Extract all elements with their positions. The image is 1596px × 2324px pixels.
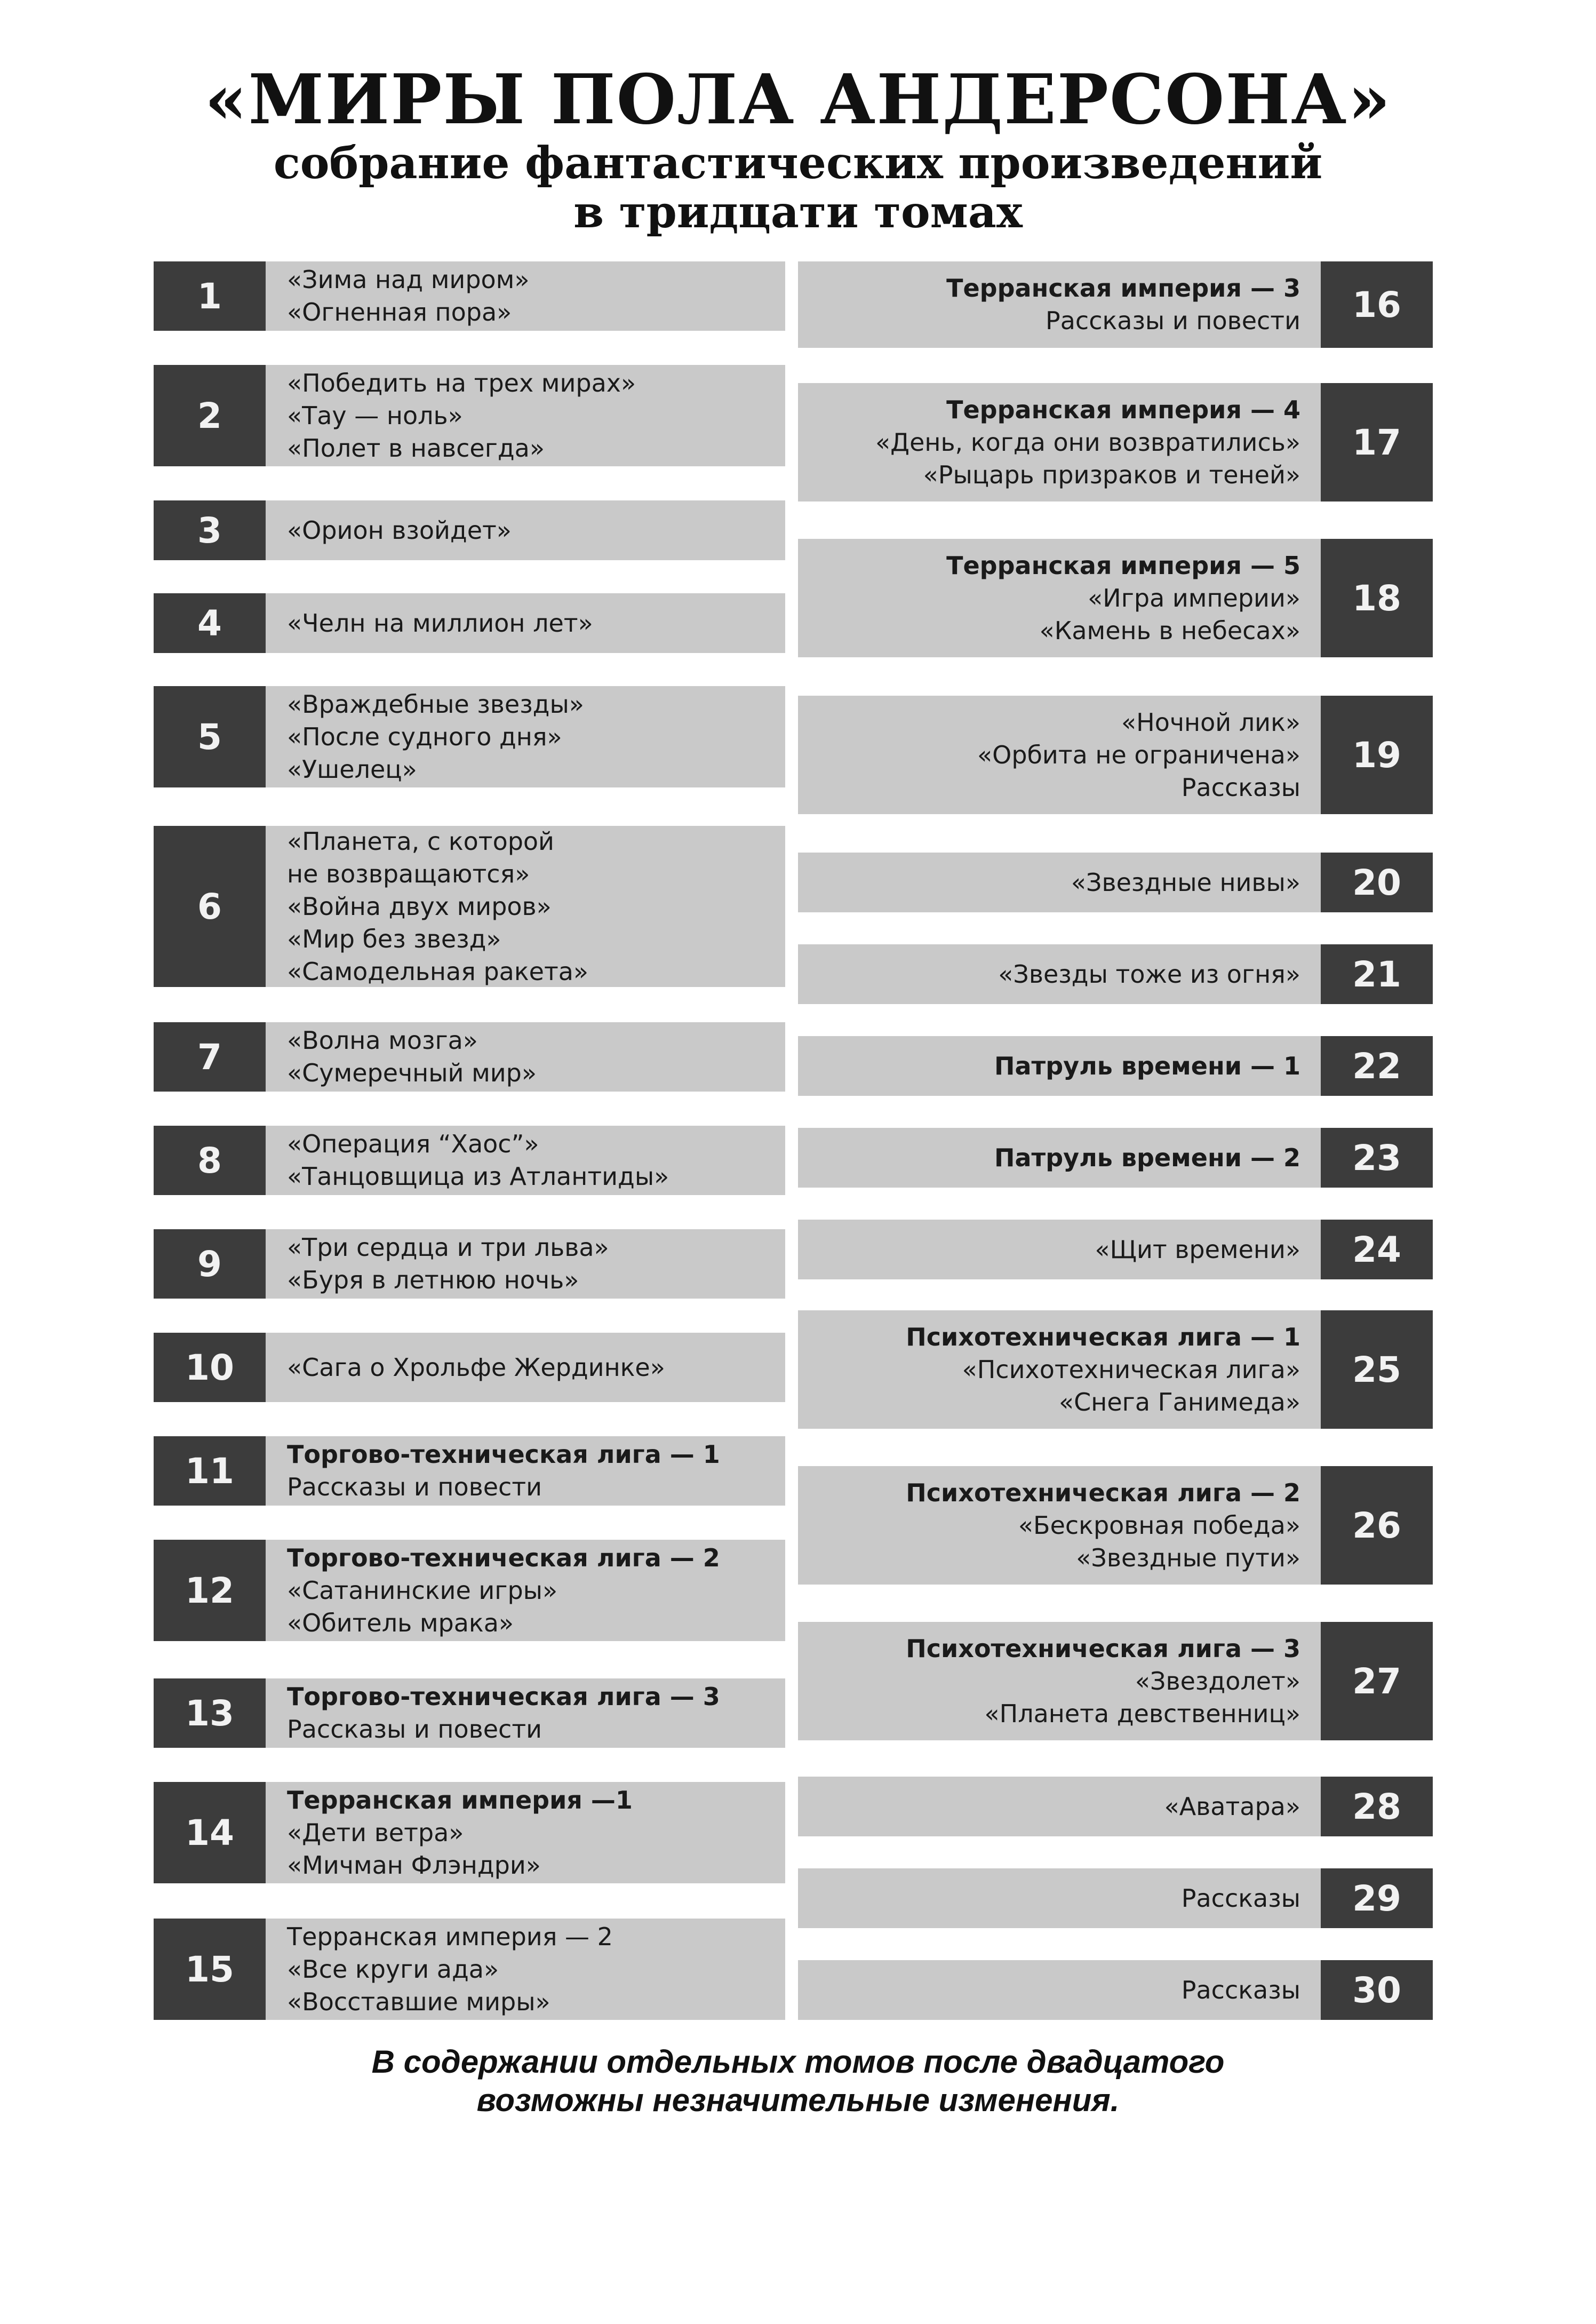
volume-contents	[798, 539, 1321, 657]
volume-25	[798, 1310, 1433, 1429]
volume-8	[154, 1126, 785, 1195]
volume-contents	[798, 853, 1321, 912]
cycle-title: Торгово-техническая лига — 3	[287, 1682, 720, 1711]
work-title: Рассказы и повести	[287, 1473, 542, 1501]
work-title: не возвращаются»	[287, 859, 530, 888]
work-title: Рассказы	[1181, 1883, 1300, 1913]
volume-contents	[798, 1036, 1321, 1096]
work-title: «Сатанинские игры»	[287, 1575, 558, 1605]
work-title: «Три сердца и три льва»	[287, 1233, 609, 1262]
volume-contents	[798, 1220, 1321, 1279]
volume-23	[798, 1128, 1433, 1188]
volume-contents	[798, 261, 1321, 348]
volume-number: 19	[1321, 696, 1433, 814]
volume-18	[798, 539, 1433, 657]
work-title: «Игра империи»	[1088, 583, 1300, 612]
volume-number: 10	[154, 1333, 266, 1402]
work-title: «Самодельная ракета»	[287, 957, 589, 986]
work-title: «Дети ветра»	[287, 1818, 464, 1847]
work-title: «Все круги ада»	[287, 1954, 499, 1984]
volume-30	[798, 1960, 1433, 2020]
work-title: «Операция “Хаос”»	[287, 1129, 539, 1158]
work-title: Рассказы и повести	[1045, 306, 1300, 335]
volume-6	[154, 826, 785, 987]
volume-contents	[266, 1126, 785, 1195]
volume-5	[154, 686, 785, 787]
volume-3	[154, 500, 785, 560]
volume-12	[154, 1540, 785, 1641]
volume-number: 13	[154, 1678, 266, 1748]
volume-contents	[266, 261, 785, 331]
volume-number: 28	[1321, 1777, 1433, 1836]
series-subtitle: собрание фантастических произведений	[273, 138, 1323, 189]
volume-contents	[266, 500, 785, 560]
volume-number: 26	[1321, 1466, 1433, 1585]
volume-17	[798, 383, 1433, 502]
volume-contents	[266, 1678, 785, 1748]
volume-13	[154, 1678, 785, 1748]
work-title: «Буря в летнюю ночь»	[287, 1266, 579, 1294]
work-title: Рассказы	[1181, 1975, 1300, 2004]
work-title: «Челн на миллион лет»	[287, 608, 593, 638]
volume-contents	[798, 1128, 1321, 1188]
work-title: «Рыцарь призраков и теней»	[923, 460, 1300, 489]
volume-contents	[266, 1333, 785, 1402]
volume-contents	[798, 1868, 1321, 1928]
volume-number: 27	[1321, 1622, 1433, 1740]
work-title: «После судного дня»	[287, 722, 562, 751]
work-title: «Психотехническая лига»	[962, 1355, 1300, 1384]
volume-21	[798, 944, 1433, 1004]
work-title: «Мир без звезд»	[287, 924, 501, 953]
work-title: «Орбита не ограничена»	[977, 740, 1300, 769]
volume-22	[798, 1036, 1433, 1096]
work-title: «Ночной лик»	[1121, 707, 1300, 737]
volume-contents	[266, 1022, 785, 1092]
volume-number: 22	[1321, 1036, 1433, 1096]
volume-contents	[266, 1540, 785, 1641]
volume-number: 25	[1321, 1310, 1433, 1429]
volume-number: 20	[1321, 853, 1433, 912]
volume-number: 11	[154, 1436, 266, 1506]
cycle-title: Терранская империя — 5	[946, 551, 1300, 580]
work-title: «Бескровная победа»	[1018, 1510, 1300, 1540]
volume-19	[798, 696, 1433, 814]
work-title: Рассказы и повести	[287, 1715, 542, 1744]
volume-16	[798, 261, 1433, 348]
volume-20	[798, 853, 1433, 912]
work-title: «Снега Ганимеда»	[1059, 1387, 1300, 1416]
volume-number: 1	[154, 261, 266, 331]
work-title: «Камень в небесах»	[1039, 616, 1300, 645]
work-title: «Волна мозга»	[287, 1026, 478, 1055]
volume-contents	[266, 1229, 785, 1299]
volume-contents	[266, 826, 785, 987]
footnote-line-2: возможны незначительные изменения.	[476, 2082, 1120, 2118]
volume-number: 29	[1321, 1868, 1433, 1928]
volume-number: 5	[154, 686, 266, 787]
series-title: «МИРЫ ПОЛА АНДЕРСОНА»	[204, 60, 1392, 140]
volume-number: 17	[1321, 383, 1433, 502]
work-title: «Ушелец»	[287, 754, 417, 784]
work-title: «Тау — ноль»	[287, 401, 463, 430]
volume-contents	[798, 383, 1321, 502]
work-title: «Звезды тоже из огня»	[998, 959, 1300, 989]
work-title: «Звездолет»	[1135, 1666, 1300, 1696]
volume-contents	[266, 365, 785, 466]
work-title: «Победить на трех мирах»	[287, 368, 636, 397]
cycle-title: Терранская империя — 4	[946, 395, 1300, 424]
work-title: «Мичман Флэндри»	[287, 1850, 541, 1880]
volume-contents	[266, 1919, 785, 2020]
cycle-title: Психотехническая лига — 1	[906, 1322, 1300, 1351]
volume-24	[798, 1220, 1433, 1279]
work-title: «Сага о Хрольфе Жердинке»	[287, 1352, 665, 1382]
cycle-title: Терранская империя —1	[287, 1785, 633, 1814]
volume-number: 30	[1321, 1960, 1433, 2020]
work-title: «Орион взойдет»	[287, 515, 512, 545]
work-title: «Щит времени»	[1095, 1235, 1300, 1264]
volume-contents	[798, 1310, 1321, 1429]
volume-number: 15	[154, 1919, 266, 2020]
volume-2	[154, 365, 785, 466]
work-title: «День, когда они возвратились»	[875, 427, 1300, 457]
work-title: Терранская империя — 2	[287, 1922, 613, 1951]
work-title: «Аватара»	[1164, 1792, 1300, 1821]
volume-number: 2	[154, 365, 266, 466]
volume-number: 23	[1321, 1128, 1433, 1188]
volume-number: 14	[154, 1782, 266, 1883]
volume-contents	[266, 686, 785, 787]
volume-9	[154, 1229, 785, 1299]
cycle-title: Патруль времени — 2	[994, 1143, 1300, 1172]
work-title: «Планета девственниц»	[984, 1699, 1300, 1728]
volume-number: 8	[154, 1126, 266, 1195]
footnote-line-1: В содержании отдельных томов после двадцатого	[371, 2044, 1225, 2080]
volume-27	[798, 1622, 1433, 1740]
cycle-title: Терранская империя — 3	[946, 274, 1300, 303]
volume-number: 18	[1321, 539, 1433, 657]
volume-14	[154, 1782, 785, 1883]
volume-contents	[798, 1622, 1321, 1740]
work-title: «Восставшие миры»	[287, 1987, 550, 2016]
volume-contents	[798, 1960, 1321, 2020]
series-subtitle-volumes: в тридцати томах	[573, 187, 1023, 238]
work-title: «Огненная пора»	[287, 298, 512, 327]
volume-number: 3	[154, 500, 266, 560]
work-title: «Звездные пути»	[1076, 1543, 1300, 1572]
volume-contents	[266, 1436, 785, 1506]
work-title: «Зима над миром»	[287, 265, 530, 294]
volume-number: 24	[1321, 1220, 1433, 1279]
volume-number: 21	[1321, 944, 1433, 1004]
volume-11	[154, 1436, 785, 1506]
work-title: «Звездные нивы»	[1071, 867, 1300, 897]
volume-10	[154, 1333, 785, 1402]
volume-number: 7	[154, 1022, 266, 1092]
work-title: «Враждебные звезды»	[287, 689, 584, 719]
volume-number: 12	[154, 1540, 266, 1641]
volume-contents	[798, 1466, 1321, 1585]
volume-26	[798, 1466, 1433, 1585]
cycle-title: Патруль времени — 1	[994, 1051, 1300, 1080]
volume-number: 6	[154, 826, 266, 987]
work-title: «Полет в навсегда»	[287, 433, 545, 463]
work-title: «Сумеречный мир»	[287, 1058, 537, 1087]
volume-number: 4	[154, 593, 266, 653]
volume-number: 16	[1321, 261, 1433, 348]
volume-contents	[798, 696, 1321, 814]
work-title: «Война двух миров»	[287, 892, 552, 921]
work-title: «Обитель мрака»	[287, 1608, 514, 1637]
cycle-title: Торгово-техническая лига — 1	[287, 1440, 720, 1469]
cycle-title: Торгово-техническая лига — 2	[287, 1543, 720, 1572]
volume-contents	[266, 593, 785, 653]
volume-contents	[798, 1777, 1321, 1836]
volume-contents	[798, 944, 1321, 1004]
volume-7	[154, 1022, 785, 1092]
work-title: «Танцовщица из Атлантиды»	[287, 1162, 669, 1191]
work-title: «Планета, с которой	[287, 826, 554, 856]
volume-contents	[266, 1782, 785, 1883]
cycle-title: Психотехническая лига — 2	[906, 1478, 1300, 1507]
work-title: Рассказы	[1181, 773, 1300, 802]
cycle-title: Психотехническая лига — 3	[906, 1634, 1300, 1663]
volume-4	[154, 593, 785, 653]
volume-28	[798, 1777, 1433, 1836]
volume-29	[798, 1868, 1433, 1928]
volume-number: 9	[154, 1229, 266, 1299]
volume-1	[154, 261, 785, 331]
volume-15	[154, 1919, 785, 2020]
